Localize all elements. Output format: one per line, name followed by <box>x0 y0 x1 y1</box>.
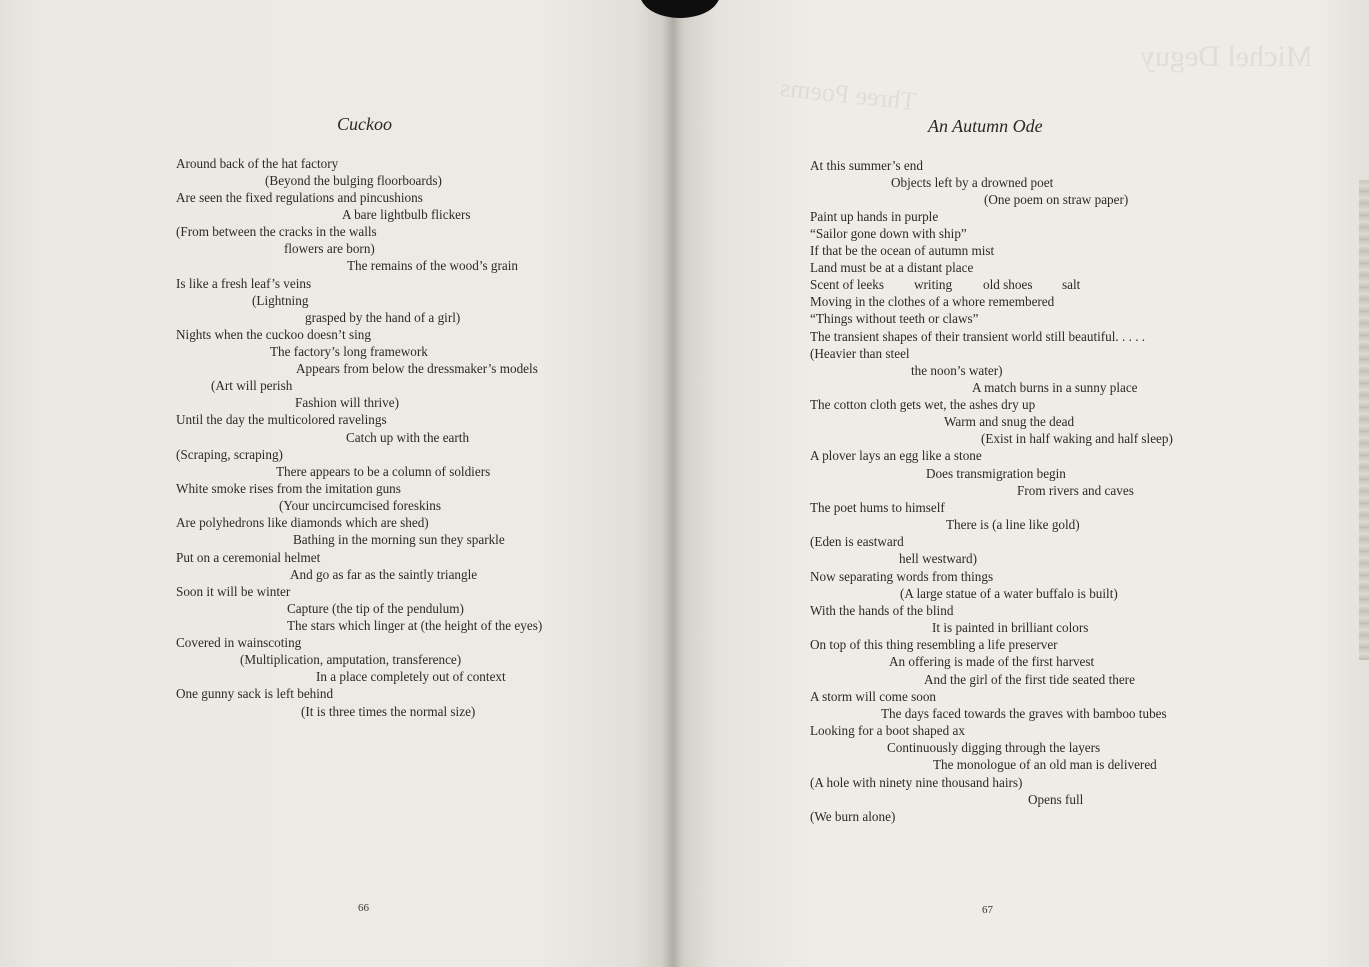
autumn-ode-poem-line: Paint up hands in purple <box>810 209 939 224</box>
cuckoo-poem-line: Around back of the hat factory <box>176 156 339 171</box>
cuckoo-poem-line: Are polyhedrons like diamonds which are shed) <box>176 515 429 530</box>
gutter-shadow <box>662 0 684 967</box>
cuckoo-poem-line: (Scraping, scraping) <box>176 447 283 462</box>
autumn-ode-poem-line: Objects left by a drowned poet <box>891 175 1054 190</box>
poem-title-autumn-ode: An Autumn Ode <box>928 116 1043 136</box>
page-number-right: 67 <box>982 904 993 916</box>
cuckoo-poem-line: The remains of the wood’s grain <box>347 258 519 273</box>
autumn-ode-poem-line: (Eden is eastward <box>810 534 904 549</box>
autumn-ode-poem-line: Now separating words from things <box>810 569 994 584</box>
page-edge-stack <box>1359 180 1369 660</box>
autumn-ode-poem-line: Does transmigration begin <box>926 466 1066 481</box>
bleed-through-subheading: Three Poems <box>778 72 918 117</box>
autumn-ode-poem-line: The days faced towards the graves with bamboo tubes <box>881 706 1167 721</box>
left-page <box>0 0 676 967</box>
autumn-ode-poem-line: A storm will come soon <box>810 689 937 704</box>
cuckoo-poem-line: Catch up with the earth <box>346 430 470 445</box>
cuckoo-poem-line: A bare lightbulb flickers <box>342 207 471 222</box>
cuckoo-poem-line: Until the day the multicolored ravelings <box>176 412 387 427</box>
autumn-ode-poem-line: It is painted in brilliant colors <box>932 620 1089 635</box>
autumn-ode-poem-line: (Exist in half waking and half sleep) <box>981 431 1173 446</box>
autumn-ode-poem-line: Warm and snug the dead <box>944 414 1075 429</box>
autumn-ode-poem-line: writing <box>914 277 953 292</box>
autumn-ode-poem-line: “Things without teeth or claws” <box>810 311 979 326</box>
cuckoo-poem-line: Nights when the cuckoo doesn’t sing <box>176 327 371 342</box>
autumn-ode-poem-line: Scent of leeks <box>810 277 884 292</box>
autumn-ode-poem-line: The cotton cloth gets wet, the ashes dry up <box>810 397 1036 412</box>
autumn-ode-poem-line: The transient shapes of their transient world still beautiful. . . . . <box>810 329 1146 344</box>
cuckoo-poem-line: One gunny sack is left behind <box>176 686 334 701</box>
autumn-ode-poem-line: Looking for a boot shaped ax <box>810 723 965 738</box>
cuckoo-poem-line: Capture (the tip of the pendulum) <box>287 601 464 616</box>
autumn-ode-poem-line: salt <box>1062 277 1081 292</box>
autumn-ode-poem-line: old shoes <box>983 277 1033 292</box>
autumn-ode-poem-line: The poet hums to himself <box>810 500 945 515</box>
cuckoo-poem-line: Soon it will be winter <box>176 584 291 599</box>
autumn-ode-poem-line: A plover lays an egg like a stone <box>810 448 982 463</box>
autumn-ode-poem-line: hell westward) <box>899 551 977 566</box>
cuckoo-poem-line: (Lightning <box>252 293 309 308</box>
autumn-ode-poem-line: (One poem on straw paper) <box>984 192 1129 207</box>
cuckoo-poem-line: Put on a ceremonial helmet <box>176 550 321 565</box>
autumn-ode-poem-line: (Heavier than steel <box>810 346 910 361</box>
cuckoo-poem-line: (Your uncircumcised foreskins <box>279 498 442 513</box>
cuckoo-poem-line: Is like a fresh leaf’s veins <box>176 276 312 291</box>
right-page <box>676 0 1369 967</box>
autumn-ode-poem-line: At this summer’s end <box>810 158 923 173</box>
cuckoo-poem-line: Are seen the fixed regulations and pincushions <box>176 190 423 205</box>
autumn-ode-poem-line: And the girl of the first tide seated there <box>924 672 1135 687</box>
autumn-ode-poem-line: On top of this thing resembling a life preserver <box>810 637 1058 652</box>
cuckoo-poem-line: (Beyond the bulging floorboards) <box>265 173 442 188</box>
autumn-ode-poem-line: A match burns in a sunny place <box>972 380 1138 395</box>
autumn-ode-poem-line: If that be the ocean of autumn mist <box>810 243 995 258</box>
autumn-ode-poem-line: There is (a line like gold) <box>946 517 1080 532</box>
cuckoo-poem-line: Appears from below the dressmaker’s models <box>296 361 538 376</box>
cuckoo-poem-line: (It is three times the normal size) <box>301 704 476 719</box>
autumn-ode-poem-line: An offering is made of the first harvest <box>889 654 1095 669</box>
cuckoo-poem-line: And go as far as the saintly triangle <box>290 567 478 582</box>
cuckoo-poem-line: Bathing in the morning sun they sparkle <box>293 532 505 547</box>
cuckoo-poem-line: White smoke rises from the imitation guns <box>176 481 401 496</box>
autumn-ode-poem-line: The monologue of an old man is delivered <box>933 757 1157 772</box>
autumn-ode-poem-line: With the hands of the blind <box>810 603 954 618</box>
cuckoo-poem-line: The stars which linger at (the height of the eyes) <box>287 618 543 633</box>
cuckoo-poem-line: flowers are born) <box>284 241 375 256</box>
autumn-ode-poem-line: (We burn alone) <box>810 809 896 824</box>
autumn-ode-poem-line: (A hole with ninety nine thousand hairs) <box>810 775 1023 790</box>
poem-title-cuckoo: Cuckoo <box>337 114 392 134</box>
cuckoo-poem-line: grasped by the hand of a girl) <box>305 310 461 325</box>
cuckoo-poem-line: (Art will perish <box>211 378 293 393</box>
cuckoo-poem-line: Fashion will thrive) <box>295 395 400 410</box>
autumn-ode-poem-line: Land must be at a distant place <box>810 260 974 275</box>
cuckoo-poem-line: (Multiplication, amputation, transference) <box>240 652 462 667</box>
autumn-ode-poem-line: the noon’s water) <box>911 363 1003 378</box>
cuckoo-poem-line: Covered in wainscoting <box>176 635 302 650</box>
autumn-ode-poem-line: Opens full <box>1028 792 1084 807</box>
cuckoo-poem-line: The factory’s long framework <box>270 344 428 359</box>
cuckoo-poem-line: There appears to be a column of soldiers <box>276 464 491 479</box>
bleed-through-heading: Michel Deguy <box>1140 40 1313 73</box>
autumn-ode-poem-line: From rivers and caves <box>1017 483 1134 498</box>
autumn-ode-poem-line: Continuously digging through the layers <box>887 740 1101 755</box>
cuckoo-poem-line: (From between the cracks in the walls <box>176 224 377 239</box>
autumn-ode-poem-line: (A large statue of a water buffalo is built) <box>900 586 1118 601</box>
autumn-ode-poem-line: “Sailor gone down with ship” <box>810 226 967 241</box>
autumn-ode-poem-line: Moving in the clothes of a whore remembered <box>810 294 1055 309</box>
cuckoo-poem-line: In a place completely out of context <box>316 669 506 684</box>
page-number-left: 66 <box>358 902 369 914</box>
